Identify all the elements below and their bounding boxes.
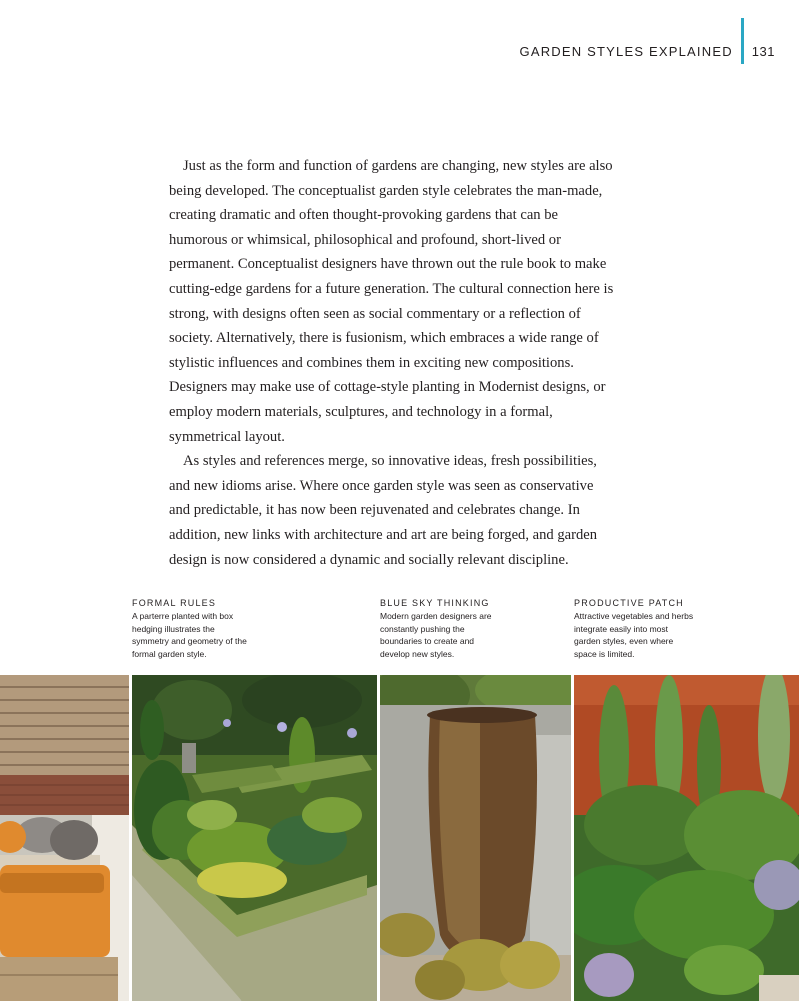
page-number: 131 <box>751 43 775 59</box>
modern-seating-photo <box>0 675 129 1001</box>
caption-text: Attractive vegetables and herbs integrate easily into most garden styles, even where space is limited. <box>574 611 694 660</box>
caption-title: BLUE SKY THINKING <box>380 598 490 608</box>
caption-blue-sky-thinking <box>380 597 500 661</box>
caption-text: A parterre planted with box hedging illustrates the symmetry and geometry of the formal garden style. <box>132 611 247 660</box>
photo-strip <box>0 675 799 1001</box>
caption-productive-patch <box>574 597 694 661</box>
caption-formal-rules <box>132 597 252 661</box>
accent-rule <box>741 18 744 64</box>
herb-vegetable-bed-photo <box>574 675 799 1001</box>
section-title: GARDEN STYLES EXPLAINED <box>519 43 733 59</box>
caption-title: FORMAL RULES <box>132 598 217 608</box>
paragraph: As styles and references merge, so innovative ideas, fresh possibilities, and new idioms arise. Where once garden style was seen as conservative and predictable, it has now been rejuvenated and celebrates change. In addition, new links with architecture and art are being forged, and garden design is now considered a dynamic and socially relevant discipline. <box>169 453 598 568</box>
body-text <box>169 154 615 572</box>
rusted-urn-cacti-photo <box>380 675 571 1001</box>
running-header <box>520 28 775 74</box>
paragraph: Just as the form and function of gardens are changing, new styles are also being developed. The conceptualist garden style celebrates the man-made, creating dramatic and often thought-provoking gardens that can be humorous or whimsical, philosophical and profound, short-lived or permanent. Conceptualist designers have thrown out the rule book to make cutting-edge gardens for a future generation. The cultural connection here is strong, with designs often seen as social commentary or a reflection of society. Alternatively, there is fusionism, which embraces a wide range of stylistic influences and combines them in exciting new compositions. Designers may make use of cottage-style planting in Modernist designs, or employ modern materials, sculptures, and technology in a formal, symmetrical layout. <box>169 158 614 445</box>
parterre-box-hedging-photo <box>132 675 377 1001</box>
caption-title: PRODUCTIVE PATCH <box>574 598 684 608</box>
caption-text: Modern garden designers are constantly pushing the boundaries to create and develop new styles. <box>380 611 492 660</box>
